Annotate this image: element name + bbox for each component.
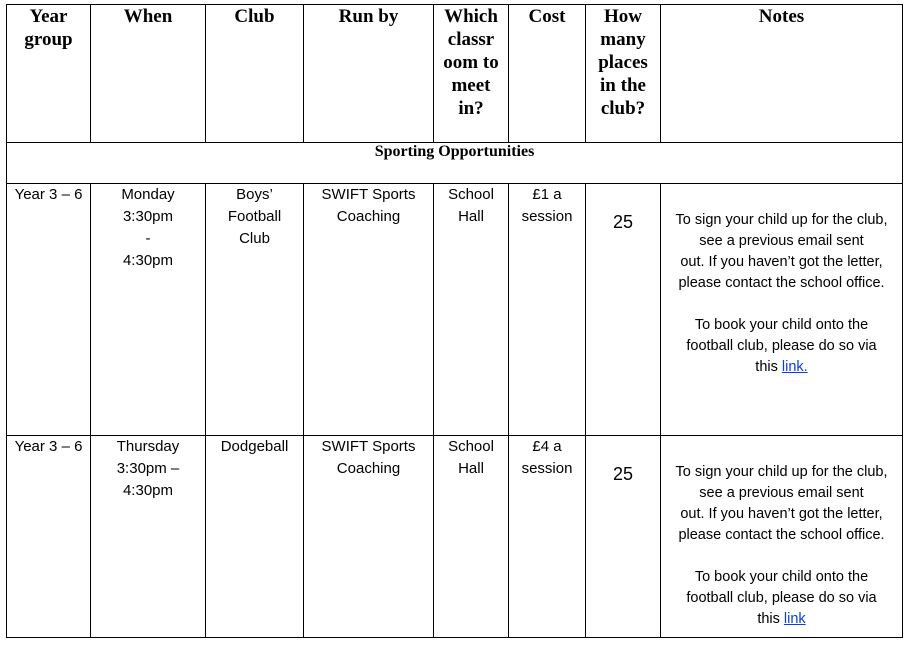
header-club: Club: [206, 5, 304, 143]
section-title: Sporting Opportunities: [7, 143, 903, 184]
header-when: When: [91, 5, 206, 143]
cell-run-by: SWIFT Sports Coaching: [304, 436, 434, 638]
cell-club: Dodgeball: [206, 436, 304, 638]
cell-run-by: SWIFT Sports Coaching: [304, 184, 434, 436]
header-year-group: Year group: [7, 5, 91, 143]
cell-when: Thursday 3:30pm – 4:30pm: [91, 436, 206, 638]
cell-notes: To sign your child up for the club, see a previous email sent out. If you haven’t got the letter, please contact the school office. To book your child onto the football club, please do so via this link: [661, 436, 903, 638]
cell-club: Boys’ Football Club: [206, 184, 304, 436]
header-run-by: Run by: [304, 5, 434, 143]
cell-year-group: Year 3 – 6: [7, 436, 91, 638]
header-cost: Cost: [509, 5, 586, 143]
cell-room: School Hall: [434, 184, 509, 436]
header-places: How many places in the club?: [586, 5, 661, 143]
table-row: [7, 436, 903, 638]
cell-places: 25: [586, 184, 661, 436]
table-row: [7, 184, 903, 436]
cell-year-group: Year 3 – 6: [7, 184, 91, 436]
cell-cost: £4 a session: [509, 436, 586, 638]
header-classroom: Which classr oom to meet in?: [434, 5, 509, 143]
section-row: [7, 143, 903, 184]
header-row: [7, 5, 903, 143]
booking-link[interactable]: link.: [781, 359, 808, 375]
cell-cost: £1 a session: [509, 184, 586, 436]
cell-room: School Hall: [434, 436, 509, 638]
cell-when: Monday 3:30pm - 4:30pm: [91, 184, 206, 436]
booking-link[interactable]: link: [783, 611, 806, 627]
clubs-table: [6, 4, 903, 638]
cell-notes: To sign your child up for the club, see a previous email sent out. If you haven’t got the letter, please contact the school office. To book your child onto the football club, please do so via this link.: [661, 184, 903, 436]
cell-places: 25: [586, 436, 661, 638]
header-notes: Notes: [661, 5, 903, 143]
